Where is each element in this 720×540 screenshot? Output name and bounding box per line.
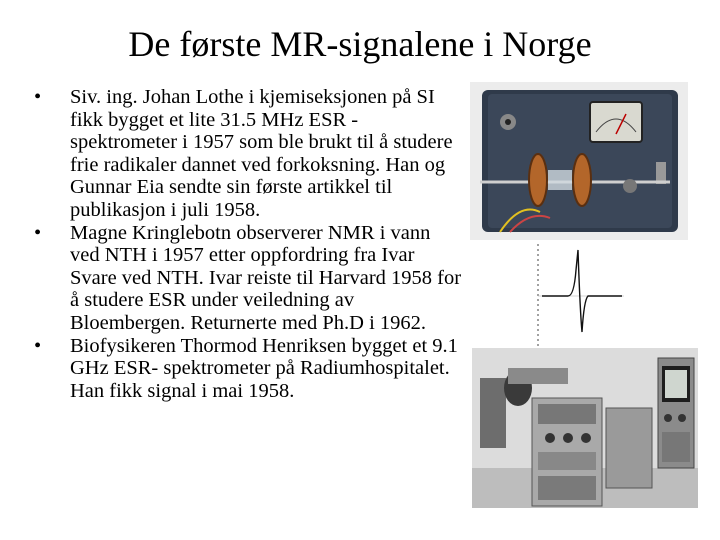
bullet-text: Magne Kringlebotn observerer NMR i vann ved NTH i 1957 etter oppfordring fra Ivar Svare ved NTH. Ivar reiste til Harvard 1958 for å studere ESR under veiledning av Bloembergen. Returnerte med Ph.D i 1962. <box>70 221 462 334</box>
esr-signal-trace <box>532 240 626 352</box>
bullet-item <box>34 222 464 335</box>
bullet-item <box>34 335 464 403</box>
bullet-item <box>34 86 464 222</box>
bullet-text: Biofysikeren Thormod Henriksen bygget et 9.1 GHz ESR- spektrometer på Radiumhospitalet. Han fikk signal i mai 1958. <box>70 334 458 402</box>
bullet-text: Siv. ing. Johan Lothe i kjemiseksjonen på SI fikk bygget et lite 31.5 MHz ESR -spektrometer i 1957 som ble brukt til å studere frie radikaler dannet ved forkoksning. Han og Gunnar Eia sendte sin første artikkel til publikasjon i juli 1958. <box>70 86 453 221</box>
bullet-marker: • <box>34 221 42 244</box>
lab-equipment-photo <box>472 348 698 508</box>
bullet-marker: • <box>34 334 42 357</box>
slide-title: De første MR-signalene i Norge <box>128 24 592 64</box>
bullet-marker: • <box>34 86 42 108</box>
bullet-list <box>34 86 464 402</box>
esr-spectrometer-photo <box>470 82 688 240</box>
